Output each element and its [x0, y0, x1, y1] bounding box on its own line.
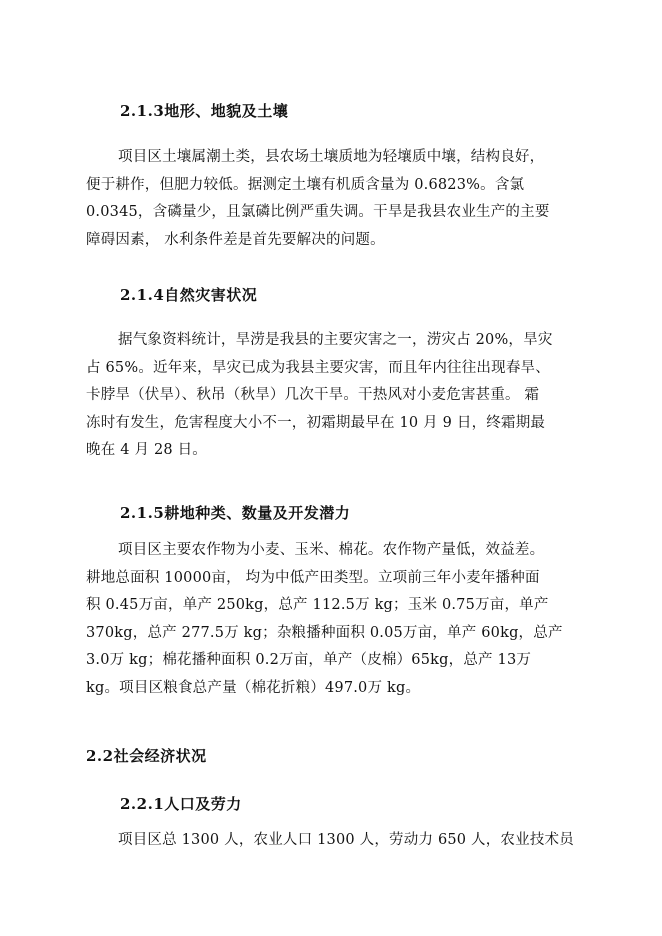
text-line: 积 0.45万亩，单产 250kg，总产 112.5万 kg；玉米 0.75万亩，单产	[86, 597, 549, 613]
text-line: kg。项目区粮食总产量（棉花折粮）497.0万 kg。	[86, 679, 421, 696]
heading-2-1-5: 2.1.5耕地种类、数量及开发潜力	[120, 504, 351, 522]
text-line: 晚在 4 月 28 日。	[86, 442, 208, 458]
heading-2-2: 2.2社会经济状况	[86, 747, 207, 765]
text-line: 障碍因素， 水利条件差是首先要解决的问题。	[86, 231, 385, 248]
text-line: 3.0万 kg；棉花播种面积 0.2万亩，单产（皮棉）65kg，总产 13万	[86, 652, 532, 668]
paragraph-terrain-soil	[86, 144, 586, 254]
paragraph-farmland	[86, 537, 586, 702]
heading-2-1-3: 2.1.3地形、地貌及土壤	[120, 102, 289, 120]
heading-2-2-1: 2.2.1人口及劳力	[120, 795, 242, 813]
text-line: 0.0345，含磷量少，且氯磷比例严重失调。干旱是我县农业生产的主要	[86, 204, 550, 220]
text-line: 项目区主要农作物为小麦、玉米、棉花。农作物产量低，效益差。	[118, 542, 545, 558]
text-line: 项目区总 1300 人，农业人口 1300 人，劳动力 650 人，农业技术员	[118, 832, 574, 848]
text-line: 据气象资料统计，旱涝是我县的主要灾害之一，涝灾占 20%，旱灾	[118, 332, 553, 348]
text-line: 耕地总面积 10000亩， 均为中低产田类型。立项前三年小麦年播种面	[86, 569, 540, 586]
text-line: 卡脖旱（伏旱）、秋吊（秋旱）几次干旱。干热风对小麦危害甚重。 霜	[86, 387, 540, 403]
text-line: 冻时有发生，危害程度大小不一，初霜期最早在 10 月 9 日，终霜期最	[86, 414, 546, 431]
text-line: 占 65%。近年来，旱灾已成为我县主要灾害，而且年内往往出现春旱、	[86, 359, 550, 376]
text-line: 项目区土壤属潮土类，县农场土壤质地为轻壤质中壤，结构良好，	[118, 149, 545, 165]
paragraph-natural-disasters	[86, 327, 586, 465]
text-line: 370kg，总产 277.5万 kg；杂粮播种面积 0.05万亩，单产 60kg，总产	[86, 624, 563, 641]
heading-2-1-4: 2.1.4自然灾害状况	[120, 286, 258, 304]
text-line: 便于耕作，但肥力较低。据测定土壤有机质含量为 0.6823%。含氯	[86, 176, 525, 193]
paragraph-population	[86, 827, 586, 855]
